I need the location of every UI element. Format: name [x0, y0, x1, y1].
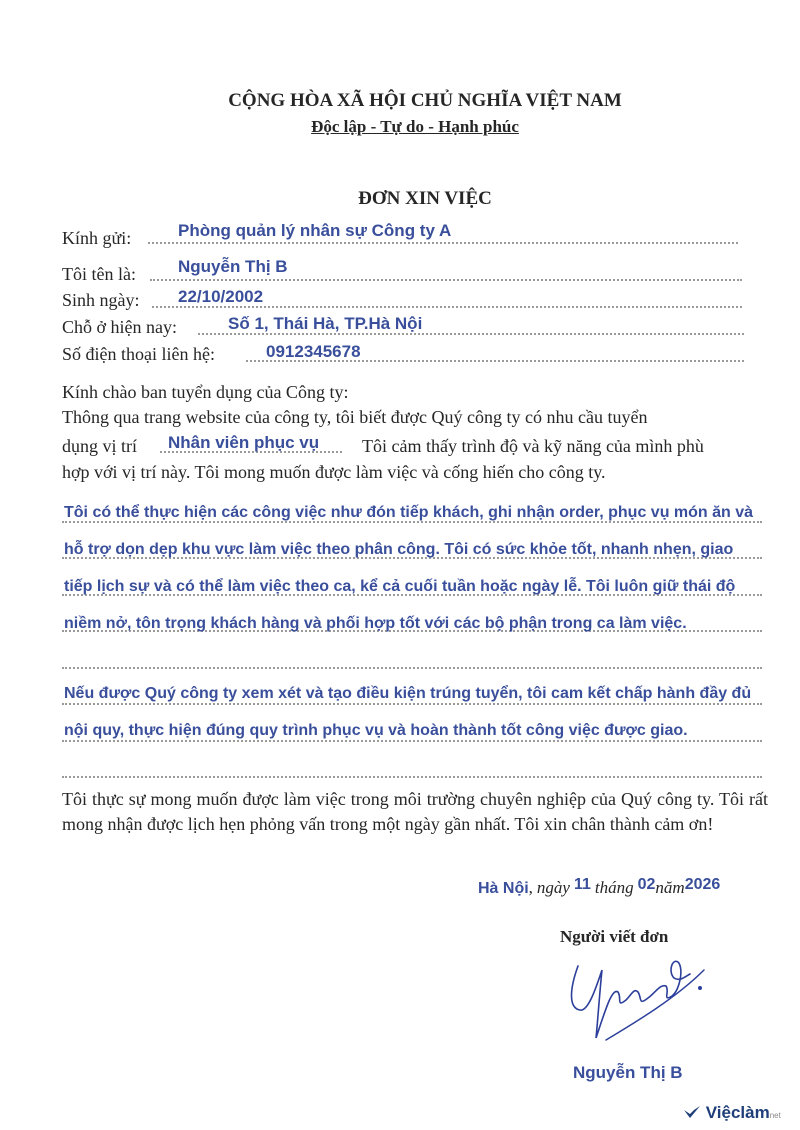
handwritten-paragraph-2[interactable]: Nếu được Quý công ty xem xét và tạo điều kiện trúng tuyển, tôi cam kết chấp hành đầy đủ nội quy, thực hiện đúng quy trình phục vụ và hoàn thành tốt công việc được giao. [64, 685, 752, 739]
handwritten-paragraph-1[interactable]: Tôi có thể thực hiện các công việc như đón tiếp khách, ghi nhận order, phục vụ món ăn và hỗ trợ dọn dẹp khu vực làm việc theo phân công. Tôi có sức khỏe tốt, nhanh nhẹn, giao tiếp lịch sự và có thể làm việc theo ca, kể cả cuối tuần hoặc ngày lễ. Tôi luôn giữ thái độ niềm nở, tôn trọng khách hàng và phối hợp tốt với các bộ phận trong ca làm việc. [64, 504, 754, 632]
date-place[interactable]: Hà Nội [478, 880, 529, 897]
address-label: Chỗ ở hiện nay: [62, 317, 178, 337]
date-month[interactable]: 02 [637, 876, 656, 893]
signature-name: Nguyễn Thị B [573, 1063, 683, 1082]
dob-value[interactable]: 22/10/2002 [178, 287, 264, 306]
dotted-line [62, 776, 762, 778]
signature-scribble [566, 948, 716, 1048]
date-year[interactable]: 2026 [684, 876, 721, 893]
name-dotted-line [150, 279, 742, 281]
address-value[interactable]: Số 1, Thái Hà, TP.Hà Nội [228, 314, 423, 333]
phone-value[interactable]: 0912345678 [266, 342, 361, 361]
date-year-label: năm [655, 878, 685, 897]
dob-label: Sinh ngày: [62, 290, 140, 310]
signature-title: Người viết đơn [560, 927, 669, 946]
phone-label: Số điện thoại liên hệ: [62, 344, 215, 364]
brand-suffix: net [769, 1111, 781, 1120]
intro-line-1: Thông qua trang website của công ty, tôi biết được Quý công ty có nhu cầu tuyển [62, 407, 648, 427]
document-title: ĐƠN XIN VIỆC [358, 188, 492, 209]
date-day[interactable]: 11 [573, 876, 591, 893]
recipient-dotted-line [148, 242, 738, 244]
date-month-label: tháng [594, 878, 634, 897]
motto: Độc lập - Tự do - Hạnh phúc [311, 117, 519, 136]
dotted-line [62, 667, 762, 669]
intro-line-3: hợp với vị trí này. Tôi mong muốn được làm việc và cống hiến cho công ty. [62, 462, 606, 482]
position-value[interactable]: Nhân viên phục vụ [168, 433, 320, 452]
name-value[interactable]: Nguyễn Thị B [178, 257, 288, 276]
brand-name: Việclàm [705, 1103, 770, 1122]
greeting: Kính chào ban tuyển dụng của Công ty: [62, 382, 349, 402]
recipient-value[interactable]: Phòng quản lý nhân sự Công ty A [178, 221, 452, 240]
intro-line-2a: dụng vị trí [62, 436, 137, 456]
closing-paragraph: Tôi thực sự mong muốn được làm việc trong môi trường chuyên nghiệp của Quý công ty. Tôi rất mong nhận được lịch hẹn phỏng vấn trong một ngày gần nhất. Tôi xin chân thành cảm ơn! [62, 789, 768, 834]
name-label: Tôi tên là: [62, 264, 136, 284]
nation-heading: CỘNG HÒA XÃ HỘI CHỦ NGHĨA VIỆT NAM [228, 90, 622, 111]
date-day-label: ngày [536, 878, 570, 897]
date-comma: , [528, 878, 533, 897]
recipient-label: Kính gửi: [62, 228, 132, 248]
check-icon [683, 1105, 701, 1119]
intro-line-2b: Tôi cảm thấy trình độ và kỹ năng của mình phù [362, 436, 704, 456]
date-line [478, 878, 720, 898]
brand-logo [683, 1103, 781, 1123]
